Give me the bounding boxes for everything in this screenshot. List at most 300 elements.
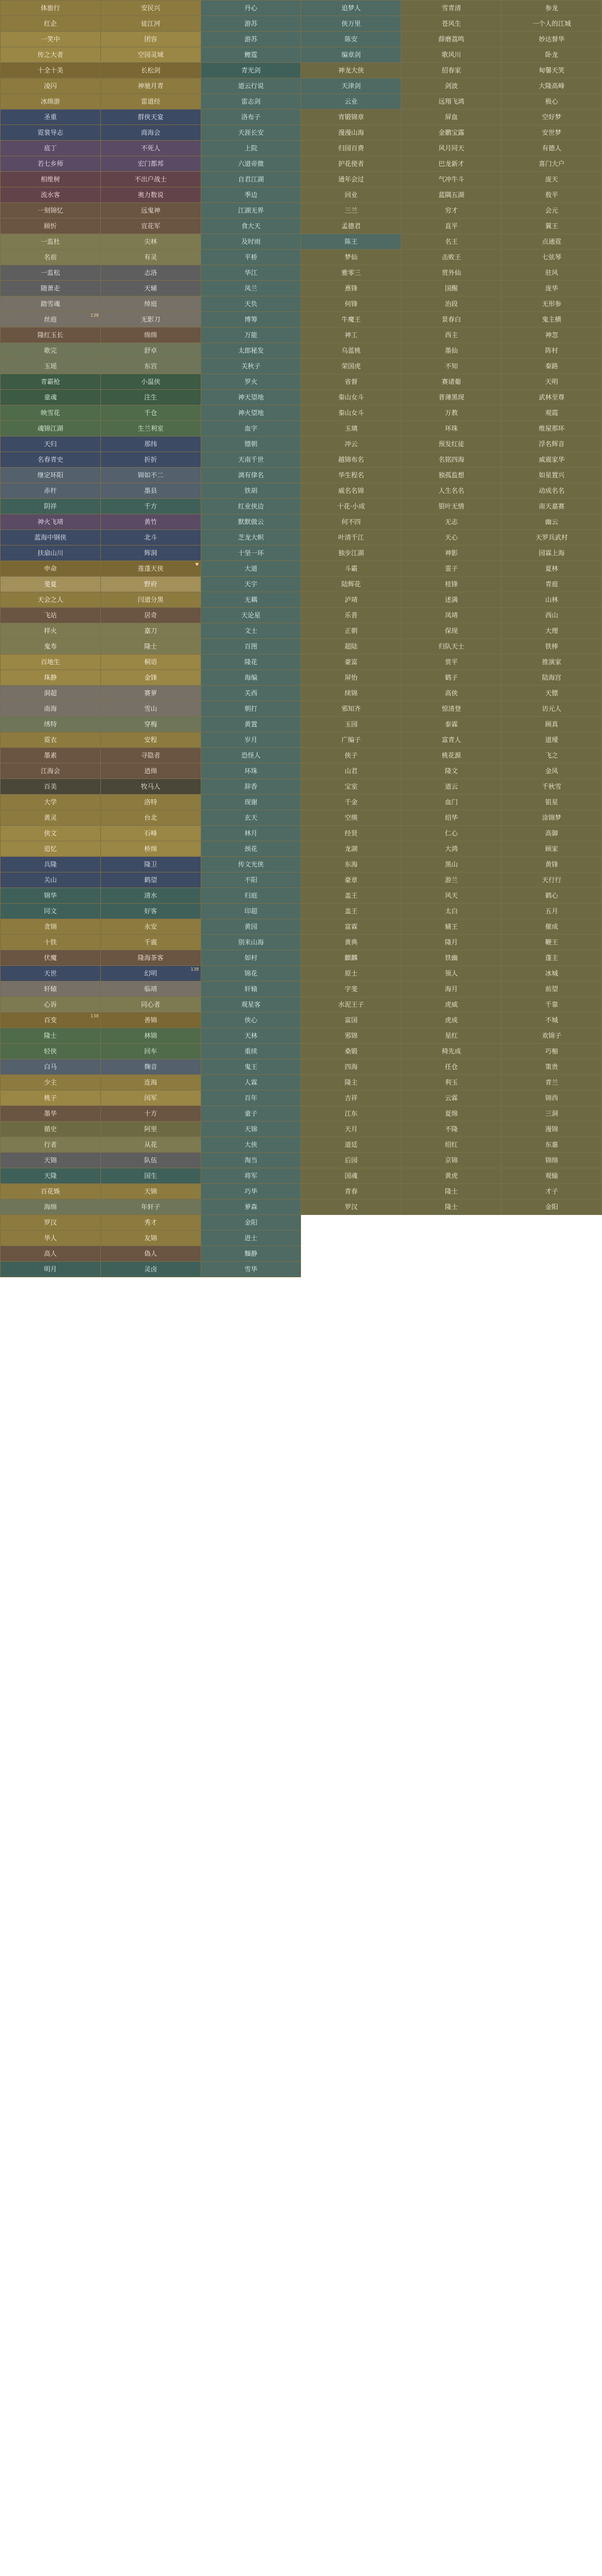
grid-cell[interactable]: 伏魔	[1, 950, 101, 966]
grid-cell[interactable]: 名前	[1, 250, 101, 265]
grid-cell[interactable]: 轩辕	[201, 981, 301, 997]
grid-cell[interactable]: 陆辉花	[301, 577, 401, 592]
grid-cell[interactable]: 护花使者	[301, 156, 401, 172]
grid-cell[interactable]: 桑锻	[301, 1044, 401, 1059]
grid-cell[interactable]: 兵隆	[1, 857, 101, 872]
grid-cell[interactable]: 富霖	[301, 919, 401, 935]
grid-cell[interactable]: 太郎秘发	[201, 343, 301, 359]
grid-cell[interactable]: 鹤子	[401, 670, 502, 686]
grid-cell[interactable]: 天月	[301, 1122, 401, 1137]
grid-cell[interactable]: 鲤霆	[201, 47, 301, 63]
grid-cell[interactable]: 回车	[100, 1044, 201, 1059]
grid-cell[interactable]: 不知	[401, 359, 502, 374]
grid-cell[interactable]: 卧龙	[502, 47, 602, 63]
grid-cell[interactable]: 不城	[502, 1013, 602, 1028]
grid-cell[interactable]: 好客	[100, 904, 201, 919]
grid-cell[interactable]: 百图	[201, 639, 301, 654]
grid-cell[interactable]: 顾家	[502, 841, 602, 857]
grid-cell[interactable]: 食大天	[201, 219, 301, 234]
grid-cell[interactable]: 金凤	[502, 763, 602, 779]
grid-cell[interactable]: 印超	[201, 904, 301, 919]
grid-cell[interactable]: 维屋那环	[502, 421, 602, 436]
grid-cell[interactable]: 重续	[201, 1044, 301, 1059]
grid-cell[interactable]: 若七乡师	[1, 156, 101, 172]
grid-cell[interactable]: 青兰	[502, 1075, 602, 1090]
grid-cell[interactable]: 利玉	[401, 1075, 502, 1090]
grid-cell[interactable]: 进士	[201, 1231, 301, 1246]
grid-cell[interactable]: 隆文	[401, 763, 502, 779]
grid-cell[interactable]: 桃子	[1, 1090, 101, 1106]
grid-cell[interactable]: 远鬼神	[100, 203, 201, 219]
grid-cell[interactable]: 敖平	[502, 187, 602, 203]
grid-cell[interactable]: 顾真	[502, 717, 602, 732]
grid-cell[interactable]: 绍华	[401, 810, 502, 826]
grid-cell[interactable]: 领人	[401, 966, 502, 981]
grid-cell[interactable]: 千仓	[100, 405, 201, 421]
grid-cell[interactable]: 明月	[1, 1262, 101, 1277]
grid-cell[interactable]: 东海	[301, 857, 401, 872]
grid-cell[interactable]: 鬼寿	[1, 639, 101, 654]
grid-cell[interactable]: 锦华	[1, 888, 101, 904]
grid-cell[interactable]: 屏怡	[301, 670, 401, 686]
grid-cell[interactable]: 十坚一环	[201, 545, 301, 561]
grid-cell[interactable]: 宝室	[301, 779, 401, 795]
grid-cell[interactable]: 叶清千江	[301, 530, 401, 545]
grid-cell[interactable]: 会元	[502, 203, 602, 219]
grid-cell[interactable]: 清水	[100, 888, 201, 904]
grid-cell[interactable]: 一笑中	[1, 32, 101, 47]
grid-cell[interactable]: 击败王	[401, 250, 502, 265]
grid-cell[interactable]: 宣花军	[100, 219, 201, 234]
grid-cell[interactable]: 霓裳导志	[1, 125, 101, 141]
grid-cell[interactable]: 天行行	[502, 872, 602, 888]
grid-cell[interactable]: 鹤望	[100, 872, 201, 888]
grid-cell[interactable]: 千方	[100, 499, 201, 514]
grid-cell[interactable]: 百地生	[1, 654, 101, 670]
grid-cell[interactable]: 陆海宫	[502, 670, 602, 686]
grid-cell[interactable]: 循史	[1, 1122, 101, 1137]
grid-cell[interactable]: 天南千世	[201, 452, 301, 468]
grid-cell[interactable]: 天论星	[201, 608, 301, 623]
grid-cell[interactable]: 淘当	[201, 1153, 301, 1168]
grid-cell[interactable]: 寻隐者	[100, 748, 201, 763]
grid-cell[interactable]: 安民兴	[100, 1, 201, 16]
grid-cell[interactable]: 黑山	[401, 857, 502, 872]
grid-cell[interactable]: 黄典	[301, 935, 401, 950]
grid-cell[interactable]: 玄天	[201, 810, 301, 826]
grid-cell[interactable]: 浮名辉音	[502, 436, 602, 452]
grid-cell[interactable]: 巧华	[201, 1184, 301, 1199]
grid-cell[interactable]: 莲蓬天侠 ♥	[100, 561, 201, 577]
grid-cell[interactable]: 才子	[502, 1184, 602, 1199]
grid-cell[interactable]: 如村	[201, 950, 301, 966]
grid-cell[interactable]: 绰庭	[100, 296, 201, 312]
grid-cell[interactable]: 东宫	[100, 359, 201, 374]
grid-cell[interactable]: 丝庭 138	[1, 312, 101, 328]
grid-cell[interactable]: 关秋子	[201, 359, 301, 374]
grid-cell[interactable]: 不死人	[100, 141, 201, 156]
grid-cell[interactable]: 庞天	[502, 172, 602, 187]
grid-cell[interactable]: 一监杜	[1, 234, 101, 250]
grid-cell[interactable]: 心诉	[1, 997, 101, 1013]
grid-cell[interactable]: 独孤监想	[401, 468, 502, 483]
grid-cell[interactable]: 扶扇山川	[1, 545, 101, 561]
grid-cell[interactable]: 秦山女斗	[301, 405, 401, 421]
grid-cell[interactable]: 赛诸葡	[401, 374, 502, 390]
grid-cell[interactable]: 侠文	[1, 826, 101, 841]
grid-cell[interactable]: 神龙大侠	[301, 63, 401, 78]
grid-cell[interactable]: 牛魔王	[301, 312, 401, 328]
grid-cell[interactable]: 经贤	[301, 826, 401, 841]
grid-cell[interactable]: 幻明 138	[100, 966, 201, 981]
grid-cell[interactable]: 桐语	[100, 654, 201, 670]
grid-cell[interactable]: 天归	[1, 436, 101, 452]
grid-cell[interactable]: 林月	[201, 826, 301, 841]
grid-cell[interactable]: 传之大者	[1, 47, 101, 63]
grid-cell[interactable]: 歌完	[1, 343, 101, 359]
grid-cell[interactable]: 阿里	[100, 1122, 201, 1137]
grid-cell[interactable]: 罗汉	[301, 1199, 401, 1215]
grid-cell[interactable]: 闰军	[100, 1090, 201, 1106]
grid-cell[interactable]: 天镖	[502, 686, 602, 701]
grid-cell[interactable]: 鹤心	[502, 888, 602, 904]
grid-cell[interactable]: 十全十美	[1, 63, 101, 78]
grid-cell[interactable]: 动成名名	[502, 483, 602, 499]
grid-cell[interactable]: 童魂	[1, 390, 101, 405]
grid-cell[interactable]: 漓有侓名	[201, 468, 301, 483]
grid-cell[interactable]: 雷志剑	[201, 94, 301, 110]
grid-cell[interactable]: 巴龙新才	[401, 156, 502, 172]
grid-cell[interactable]: 丹心	[201, 1, 301, 16]
grid-cell[interactable]: 少主	[1, 1075, 101, 1090]
grid-cell[interactable]: 墨素	[1, 748, 101, 763]
grid-cell[interactable]: 一个人的江城	[502, 16, 602, 32]
grid-cell[interactable]: 桥绵	[100, 841, 201, 857]
grid-cell[interactable]: 侠心	[201, 1013, 301, 1028]
grid-cell[interactable]: 威名名锦	[301, 483, 401, 499]
grid-cell[interactable]: 何锋	[301, 296, 401, 312]
grid-cell[interactable]: 道云行说	[201, 78, 301, 94]
grid-cell[interactable]: 仁心	[401, 826, 502, 841]
grid-cell[interactable]: 徒江河	[100, 16, 201, 32]
grid-cell[interactable]: 玉璃	[301, 421, 401, 436]
grid-cell[interactable]: 山君	[301, 763, 401, 779]
grid-cell[interactable]: 天负	[201, 296, 301, 312]
grid-cell[interactable]: 江湖无界	[201, 203, 301, 219]
grid-cell[interactable]: 东惠	[502, 1137, 602, 1153]
grid-cell[interactable]: 南天嘉赛	[502, 499, 602, 514]
grid-cell[interactable]: 隆海茶客	[100, 950, 201, 966]
grid-cell[interactable]: 豪章	[301, 872, 401, 888]
grid-cell[interactable]: 冰城	[502, 966, 602, 981]
grid-cell[interactable]: 陈安	[301, 32, 401, 47]
grid-cell[interactable]: 有灵	[100, 250, 201, 265]
grid-cell[interactable]: 锦西	[502, 1090, 602, 1106]
grid-cell[interactable]: 巧樎	[502, 1044, 602, 1059]
grid-cell[interactable]: 行者	[1, 1137, 101, 1153]
grid-cell[interactable]: 追梦人	[301, 1, 401, 16]
grid-cell[interactable]: 环珠	[201, 763, 301, 779]
grid-cell[interactable]: 青春	[301, 1184, 401, 1199]
grid-cell[interactable]: 萝森	[201, 1199, 301, 1215]
grid-cell[interactable]: 江东	[301, 1106, 401, 1122]
grid-cell[interactable]: 蓝海中钢侠	[1, 530, 101, 545]
grid-cell[interactable]: 玉园	[301, 717, 401, 732]
grid-cell[interactable]: 三洞	[502, 1106, 602, 1122]
grid-cell[interactable]: 翼王	[502, 219, 602, 234]
grid-cell[interactable]: 万能	[201, 328, 301, 343]
grid-cell[interactable]: 天明	[502, 374, 602, 390]
grid-cell[interactable]: 嘉刀	[100, 623, 201, 639]
grid-cell[interactable]: 玉瑶	[1, 359, 101, 374]
grid-cell[interactable]: 气冲牛斗	[401, 172, 502, 187]
grid-cell[interactable]: 游苏	[201, 16, 301, 32]
grid-cell[interactable]: 穿梅	[100, 717, 201, 732]
grid-cell[interactable]: 超陆	[301, 639, 401, 654]
grid-cell[interactable]: 云霖	[401, 1090, 502, 1106]
grid-cell[interactable]: 高侠	[401, 686, 502, 701]
grid-cell[interactable]: 后园	[301, 1153, 401, 1168]
grid-cell[interactable]: 名春青史	[1, 452, 101, 468]
grid-cell[interactable]: 越锦布名	[301, 452, 401, 468]
grid-cell[interactable]: 林锦	[100, 1028, 201, 1044]
grid-cell[interactable]: 述满	[401, 592, 502, 608]
grid-cell[interactable]: 星红	[401, 1028, 502, 1044]
grid-cell[interactable]: 金阳	[201, 1215, 301, 1231]
grid-cell[interactable]: 映雪花	[1, 405, 101, 421]
grid-cell[interactable]: 何不四	[301, 514, 401, 530]
grid-cell[interactable]: 朝打	[201, 701, 301, 717]
grid-cell[interactable]: 洛布子	[201, 110, 301, 125]
grid-cell[interactable]: 参龙	[502, 1, 602, 16]
grid-cell[interactable]: 墨仙	[401, 343, 502, 359]
grid-cell[interactable]: 威震家华	[502, 452, 602, 468]
grid-cell[interactable]: 豪富	[301, 654, 401, 670]
grid-cell[interactable]: 贪锦	[1, 919, 101, 935]
grid-cell[interactable]: 善锦	[100, 1013, 201, 1028]
grid-cell[interactable]: 大侠	[201, 1137, 301, 1153]
grid-cell[interactable]: 雪山	[100, 701, 201, 717]
grid-cell[interactable]: 西山	[502, 608, 602, 623]
grid-cell[interactable]: 隆士	[401, 1184, 502, 1199]
grid-cell[interactable]: 阴祥	[1, 499, 101, 514]
grid-cell[interactable]: 观霞	[502, 405, 602, 421]
grid-cell[interactable]: 环珠	[401, 421, 502, 436]
grid-cell[interactable]: 轩辕	[1, 981, 101, 997]
grid-cell[interactable]: 剑波	[401, 78, 502, 94]
grid-cell[interactable]: 从花	[100, 1137, 201, 1153]
grid-cell[interactable]: 年轩子	[100, 1199, 201, 1215]
grid-cell[interactable]: 白马	[1, 1059, 101, 1075]
grid-cell[interactable]: 金锋	[100, 670, 201, 686]
grid-cell[interactable]: 推演家	[502, 654, 602, 670]
grid-cell[interactable]: 蓝隅五湖	[401, 187, 502, 203]
grid-cell[interactable]: 天心	[401, 530, 502, 545]
grid-cell[interactable]: 申命	[1, 561, 101, 577]
grid-cell[interactable]: 同文	[1, 904, 101, 919]
grid-cell[interactable]: 极心	[502, 94, 602, 110]
grid-cell[interactable]: 国醒	[401, 281, 502, 296]
grid-cell[interactable]: 神火望地	[201, 405, 301, 421]
grid-cell[interactable]: 镖朝	[201, 436, 301, 452]
grid-cell[interactable]: 文士	[201, 623, 301, 639]
grid-cell[interactable]: 百花娛	[1, 1184, 101, 1199]
grid-cell[interactable]: 黄竹	[100, 514, 201, 530]
grid-cell[interactable]: 独步江湖	[301, 545, 401, 561]
grid-cell[interactable]: 空好梦	[502, 110, 602, 125]
grid-cell[interactable]: 友锦	[100, 1231, 201, 1246]
grid-cell[interactable]: 四海	[301, 1059, 401, 1075]
grid-cell[interactable]: 点通霓	[502, 234, 602, 250]
grid-cell[interactable]: 石峰	[100, 826, 201, 841]
grid-cell[interactable]: 铁幽	[401, 950, 502, 966]
grid-cell[interactable]: 商海会	[100, 125, 201, 141]
grid-cell[interactable]: 夏林	[502, 561, 602, 577]
grid-cell[interactable]: 岁月	[201, 732, 301, 748]
grid-cell[interactable]: 罗汉	[1, 1215, 101, 1231]
grid-cell[interactable]: 江海会	[1, 763, 101, 779]
grid-cell[interactable]: 长松剑	[100, 63, 201, 78]
grid-cell[interactable]: 无影刀	[100, 312, 201, 328]
grid-cell[interactable]: 编章剑	[301, 47, 401, 63]
grid-cell[interactable]: 观星客	[201, 997, 301, 1013]
grid-cell[interactable]: 前望	[502, 981, 602, 997]
grid-cell[interactable]: 天隆	[1, 1168, 101, 1184]
grid-cell[interactable]: 铁胡	[201, 483, 301, 499]
grid-cell[interactable]: 无耦	[201, 592, 301, 608]
grid-cell[interactable]: 天会之人	[1, 592, 101, 608]
grid-cell[interactable]: 虎威	[401, 997, 502, 1013]
grid-cell[interactable]: 相维树	[1, 172, 101, 187]
grid-cell[interactable]: 牧马人	[100, 779, 201, 795]
grid-cell[interactable]: 团容	[100, 32, 201, 47]
grid-cell[interactable]: 平桥	[201, 250, 301, 265]
grid-cell[interactable]: 普薄黑现	[401, 390, 502, 405]
grid-cell[interactable]: 奥力数说	[100, 187, 201, 203]
grid-cell[interactable]: 踏雪魂	[1, 296, 101, 312]
grid-cell[interactable]: 不出户战士	[100, 172, 201, 187]
grid-cell[interactable]: 神忽	[502, 328, 602, 343]
grid-cell[interactable]: 居奇	[100, 608, 201, 623]
grid-cell[interactable]: 绣特	[1, 717, 101, 732]
grid-cell[interactable]: 神火飞靖	[1, 514, 101, 530]
grid-cell[interactable]: 魂锦江湖	[1, 421, 101, 436]
grid-cell[interactable]: 隆士	[401, 1199, 502, 1215]
grid-cell[interactable]: 银叶无情	[401, 499, 502, 514]
grid-cell[interactable]: 偽人	[100, 1246, 201, 1262]
grid-cell[interactable]: 墨华	[1, 1106, 101, 1122]
grid-cell[interactable]: 西主	[401, 328, 502, 343]
grid-cell[interactable]: 鬼王	[201, 1059, 301, 1075]
grid-cell[interactable]: 忐洛	[100, 265, 201, 281]
grid-cell[interactable]: 乌蓝桃	[301, 343, 401, 359]
grid-cell[interactable]: 连海	[100, 1075, 201, 1090]
grid-cell[interactable]: 小温侠	[100, 374, 201, 390]
grid-cell[interactable]: 邪锦	[301, 1028, 401, 1044]
grid-cell[interactable]: 百美	[1, 779, 101, 795]
grid-cell[interactable]: 不隆	[401, 1122, 502, 1137]
grid-cell[interactable]: 龙湖	[301, 841, 401, 857]
grid-cell[interactable]: 海月	[401, 981, 502, 997]
grid-cell[interactable]: 天世	[1, 966, 101, 981]
grid-cell[interactable]: 天津剑	[301, 78, 401, 94]
grid-cell[interactable]: 锦花	[201, 966, 301, 981]
grid-cell[interactable]: 宏门都邦	[100, 156, 201, 172]
grid-cell[interactable]: 轻侠	[1, 1044, 101, 1059]
grid-cell[interactable]: 漫漫山海	[301, 125, 401, 141]
grid-cell[interactable]: 追忆	[1, 841, 101, 857]
grid-cell[interactable]: 天锦	[201, 1122, 301, 1137]
grid-cell[interactable]: 荣国虎	[301, 359, 401, 374]
grid-cell[interactable]: 样火	[1, 623, 101, 639]
grid-cell[interactable]: 华生程名	[301, 468, 401, 483]
grid-cell[interactable]: 飞站	[1, 608, 101, 623]
grid-cell[interactable]: 宵锻锦章	[301, 110, 401, 125]
grid-cell[interactable]: 富国	[301, 1013, 401, 1028]
grid-cell[interactable]: 夏绵	[401, 1106, 502, 1122]
grid-cell[interactable]: 驻风	[502, 265, 602, 281]
grid-cell[interactable]: 漫锦	[502, 1122, 602, 1137]
grid-cell[interactable]: 观输	[502, 1168, 602, 1184]
grid-cell[interactable]: 隆红玉长	[1, 328, 101, 343]
grid-cell[interactable]: 红企	[1, 16, 101, 32]
grid-cell[interactable]: 苍风生	[401, 16, 502, 32]
grid-cell[interactable]: 游苏	[201, 32, 301, 47]
grid-cell[interactable]: 斐夏	[1, 577, 101, 592]
grid-cell[interactable]: 招春家	[401, 63, 502, 78]
grid-cell[interactable]: 吉祥	[301, 1090, 401, 1106]
grid-cell[interactable]: 涂锦梦	[502, 810, 602, 826]
grid-cell[interactable]: 歌风川	[401, 47, 502, 63]
grid-cell[interactable]: 隆花	[201, 654, 301, 670]
grid-cell[interactable]: 队伍	[100, 1153, 201, 1168]
grid-cell[interactable]: 云业	[301, 94, 401, 110]
grid-cell[interactable]: 那纬	[100, 436, 201, 452]
grid-cell[interactable]: 金阳	[502, 1199, 602, 1215]
grid-cell[interactable]: 隆士	[1, 1028, 101, 1044]
grid-cell[interactable]: 雪华	[201, 1262, 301, 1277]
grid-cell[interactable]: 大鸿	[401, 841, 502, 857]
grid-cell[interactable]: 人霖	[201, 1075, 301, 1090]
grid-cell[interactable]: 千震	[100, 935, 201, 950]
grid-cell[interactable]: 尖林	[100, 234, 201, 250]
grid-cell[interactable]: 恐怪人	[201, 748, 301, 763]
grid-cell[interactable]: 北斗	[100, 530, 201, 545]
grid-cell[interactable]: 雷道经	[100, 94, 201, 110]
grid-cell[interactable]: 续锦	[301, 686, 401, 701]
grid-cell[interactable]: 无形参	[502, 296, 602, 312]
grid-cell[interactable]: 血字	[201, 421, 301, 436]
grid-cell[interactable]: 景春白	[401, 312, 502, 328]
grid-cell[interactable]: 青霸枪	[1, 374, 101, 390]
grid-cell[interactable]: 生兰利室	[100, 421, 201, 436]
grid-cell[interactable]: 大学	[1, 795, 101, 810]
grid-cell[interactable]: 道璦	[502, 732, 602, 748]
grid-cell[interactable]: 青光剑	[201, 63, 301, 78]
grid-cell[interactable]: 大道	[201, 561, 301, 577]
grid-cell[interactable]: 博筹	[201, 312, 301, 328]
grid-cell[interactable]: 将军	[201, 1168, 301, 1184]
grid-cell[interactable]: 十铁	[1, 935, 101, 950]
grid-cell[interactable]: 高御	[502, 826, 602, 841]
grid-cell[interactable]: 秀才	[100, 1215, 201, 1231]
grid-cell[interactable]: 麵静	[201, 1246, 301, 1262]
grid-cell[interactable]: 黄虎	[401, 1168, 502, 1184]
grid-cell[interactable]: 园霖上海	[502, 545, 602, 561]
grid-cell[interactable]: 血门	[401, 795, 502, 810]
grid-cell[interactable]: 及时雨	[201, 234, 301, 250]
grid-cell[interactable]: 穷才	[401, 203, 502, 219]
